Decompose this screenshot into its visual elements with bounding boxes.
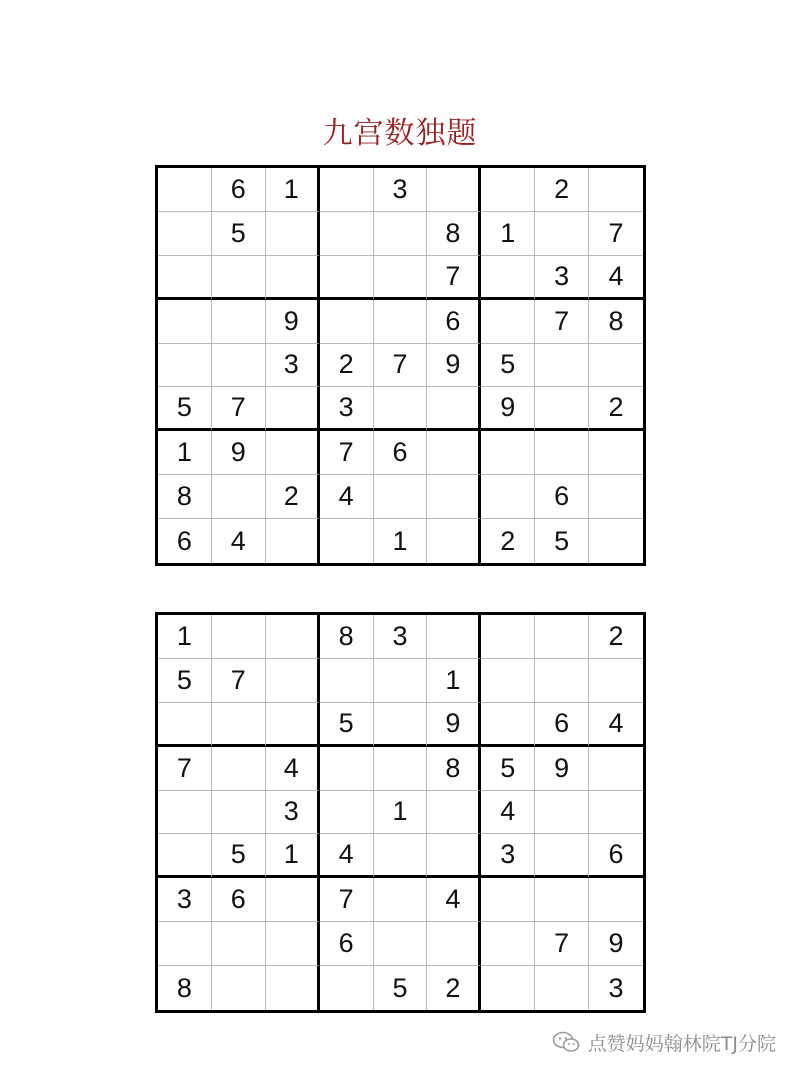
sudoku-cell: 8	[427, 747, 481, 791]
sudoku-cell	[481, 659, 535, 703]
sudoku-cell	[266, 431, 320, 475]
sudoku-cell	[320, 966, 374, 1010]
sudoku-cell: 4	[212, 519, 266, 563]
sudoku-cell	[427, 922, 481, 966]
sudoku-cell	[481, 475, 535, 519]
sudoku-cell	[374, 300, 428, 344]
sudoku-cell	[589, 878, 643, 922]
sudoku-cell	[320, 519, 374, 563]
sudoku-cell	[535, 878, 589, 922]
sudoku-cell	[481, 922, 535, 966]
sudoku-cell	[320, 212, 374, 256]
sudoku-cell	[535, 387, 589, 431]
sudoku-cell: 1	[158, 431, 212, 475]
sudoku-cell	[266, 659, 320, 703]
sudoku-cell: 2	[481, 519, 535, 563]
sudoku-grid-2	[155, 612, 646, 1013]
sudoku-cell: 5	[212, 834, 266, 878]
sudoku-cell	[374, 475, 428, 519]
sudoku-cell: 9	[589, 922, 643, 966]
sudoku-cell: 3	[266, 344, 320, 388]
sudoku-cell	[266, 615, 320, 659]
sudoku-cell: 6	[212, 168, 266, 212]
sudoku-cell: 2	[589, 387, 643, 431]
sudoku-cell	[374, 747, 428, 791]
sudoku-cell	[212, 966, 266, 1010]
sudoku-cell: 3	[320, 387, 374, 431]
sudoku-cell: 2	[535, 168, 589, 212]
sudoku-cell: 2	[320, 344, 374, 388]
page-title: 九宫数独题	[322, 116, 478, 151]
sudoku-cell	[158, 168, 212, 212]
sudoku-cell: 6	[212, 878, 266, 922]
sudoku-cell: 5	[535, 519, 589, 563]
sudoku-cell: 7	[535, 922, 589, 966]
sudoku-cell	[158, 922, 212, 966]
sudoku-cell: 1	[374, 791, 428, 835]
sudoku-cell: 7	[320, 431, 374, 475]
sudoku-cell: 7	[535, 300, 589, 344]
sudoku-cell: 6	[535, 703, 589, 747]
sudoku-cell: 8	[158, 966, 212, 1010]
sudoku-cell: 3	[535, 256, 589, 300]
sudoku-cell	[320, 747, 374, 791]
sudoku-cell	[320, 300, 374, 344]
sudoku-cell	[212, 475, 266, 519]
sudoku-cell	[374, 703, 428, 747]
sudoku-cell	[535, 834, 589, 878]
sudoku-cell	[427, 791, 481, 835]
sudoku-cell	[427, 615, 481, 659]
sudoku-cell	[158, 834, 212, 878]
sudoku-cell	[481, 703, 535, 747]
sudoku-cell: 8	[589, 300, 643, 344]
wechat-icon	[552, 1030, 580, 1054]
sudoku-cell	[427, 834, 481, 878]
sudoku-cell	[158, 344, 212, 388]
sudoku-cell	[266, 519, 320, 563]
sudoku-cell: 6	[589, 834, 643, 878]
sudoku-cell	[535, 344, 589, 388]
sudoku-cell: 7	[212, 659, 266, 703]
sudoku-cell	[212, 615, 266, 659]
sudoku-cell: 1	[374, 519, 428, 563]
sudoku-cell	[589, 659, 643, 703]
sudoku-cell: 8	[320, 615, 374, 659]
sudoku-cell: 5	[320, 703, 374, 747]
sudoku-cell	[427, 519, 481, 563]
sudoku-cell	[212, 747, 266, 791]
sudoku-cell	[158, 791, 212, 835]
sudoku-cell: 1	[427, 659, 481, 703]
sudoku-cell: 5	[481, 344, 535, 388]
sudoku-cell	[535, 431, 589, 475]
sudoku-cell	[374, 922, 428, 966]
sudoku-cell: 3	[158, 878, 212, 922]
sudoku-cell	[481, 300, 535, 344]
sudoku-cell	[427, 475, 481, 519]
sudoku-cell	[481, 966, 535, 1010]
sudoku-cell: 5	[158, 659, 212, 703]
sudoku-cell: 5	[158, 387, 212, 431]
sudoku-cell: 8	[158, 475, 212, 519]
sudoku-cell	[158, 300, 212, 344]
sudoku-cell	[374, 387, 428, 431]
sudoku-cell	[266, 966, 320, 1010]
sudoku-cell	[212, 344, 266, 388]
sudoku-cell	[212, 300, 266, 344]
sudoku-cell	[320, 791, 374, 835]
sudoku-cell	[374, 834, 428, 878]
sudoku-cell: 4	[481, 791, 535, 835]
sudoku-cell: 3	[374, 168, 428, 212]
sudoku-cell	[481, 256, 535, 300]
sudoku-cell	[266, 256, 320, 300]
sudoku-cell	[320, 659, 374, 703]
sudoku-cell	[266, 878, 320, 922]
sudoku-cell: 7	[212, 387, 266, 431]
sudoku-cell: 4	[589, 256, 643, 300]
sudoku-cell: 4	[266, 747, 320, 791]
sudoku-cell	[589, 519, 643, 563]
sudoku-cell: 4	[320, 475, 374, 519]
sudoku-cell: 2	[266, 475, 320, 519]
sudoku-cell: 1	[266, 168, 320, 212]
sudoku-cell	[158, 703, 212, 747]
sudoku-cell	[589, 431, 643, 475]
sudoku-cell	[374, 878, 428, 922]
sudoku-cell: 3	[266, 791, 320, 835]
sudoku-cell	[589, 791, 643, 835]
sudoku-cell	[535, 212, 589, 256]
sudoku-cell	[374, 256, 428, 300]
sudoku-cell	[266, 703, 320, 747]
sudoku-cell: 7	[374, 344, 428, 388]
sudoku-cell: 4	[589, 703, 643, 747]
sudoku-cell: 9	[427, 703, 481, 747]
sudoku-cell	[589, 344, 643, 388]
sudoku-cell: 4	[427, 878, 481, 922]
sudoku-cell: 2	[427, 966, 481, 1010]
sudoku-cell	[535, 791, 589, 835]
sudoku-cell	[481, 615, 535, 659]
sudoku-cell	[427, 431, 481, 475]
sudoku-cell: 5	[481, 747, 535, 791]
sudoku-cell	[212, 256, 266, 300]
sudoku-cell	[589, 475, 643, 519]
sudoku-cell	[374, 659, 428, 703]
watermark	[552, 1026, 776, 1058]
sudoku-cell	[427, 168, 481, 212]
sudoku-cell: 9	[535, 747, 589, 791]
sudoku-cell	[427, 387, 481, 431]
sudoku-cell: 1	[158, 615, 212, 659]
sudoku-cell: 7	[320, 878, 374, 922]
sudoku-cell: 2	[589, 615, 643, 659]
sudoku-cell: 9	[481, 387, 535, 431]
sudoku-cell: 6	[158, 519, 212, 563]
sudoku-cell	[320, 168, 374, 212]
watermark-text: 点赞妈妈翰林院TJ分院	[587, 1032, 776, 1055]
sudoku-cell	[535, 966, 589, 1010]
sudoku-cell	[481, 431, 535, 475]
sudoku-cell	[212, 922, 266, 966]
sudoku-cell: 7	[158, 747, 212, 791]
sudoku-cell: 4	[320, 834, 374, 878]
sudoku-cell	[158, 256, 212, 300]
sudoku-cell	[266, 922, 320, 966]
sudoku-cell: 1	[481, 212, 535, 256]
sudoku-cell	[481, 878, 535, 922]
sudoku-cell	[266, 387, 320, 431]
sudoku-cell: 6	[535, 475, 589, 519]
sudoku-cell	[481, 168, 535, 212]
sudoku-cell: 9	[212, 431, 266, 475]
sudoku-cell: 6	[320, 922, 374, 966]
sudoku-cell: 1	[266, 834, 320, 878]
sudoku-cell	[589, 747, 643, 791]
sudoku-cell: 5	[212, 212, 266, 256]
sudoku-cell	[374, 212, 428, 256]
sudoku-cell	[535, 615, 589, 659]
sudoku-cell	[212, 791, 266, 835]
sudoku-cell: 9	[427, 344, 481, 388]
sudoku-cell	[158, 212, 212, 256]
sudoku-cell: 6	[374, 431, 428, 475]
sudoku-cell: 3	[481, 834, 535, 878]
sudoku-cell: 3	[374, 615, 428, 659]
sudoku-cell: 7	[589, 212, 643, 256]
sudoku-cell: 8	[427, 212, 481, 256]
sudoku-cell: 6	[427, 300, 481, 344]
sudoku-cell	[266, 212, 320, 256]
sudoku-cell: 9	[266, 300, 320, 344]
sudoku-cell	[320, 256, 374, 300]
sudoku-cell	[212, 703, 266, 747]
sudoku-cell: 7	[427, 256, 481, 300]
sudoku-cell	[535, 659, 589, 703]
sudoku-grid-1	[155, 165, 646, 566]
sudoku-cell: 5	[374, 966, 428, 1010]
sudoku-cell	[589, 168, 643, 212]
sudoku-cell: 3	[608, 972, 624, 1003]
